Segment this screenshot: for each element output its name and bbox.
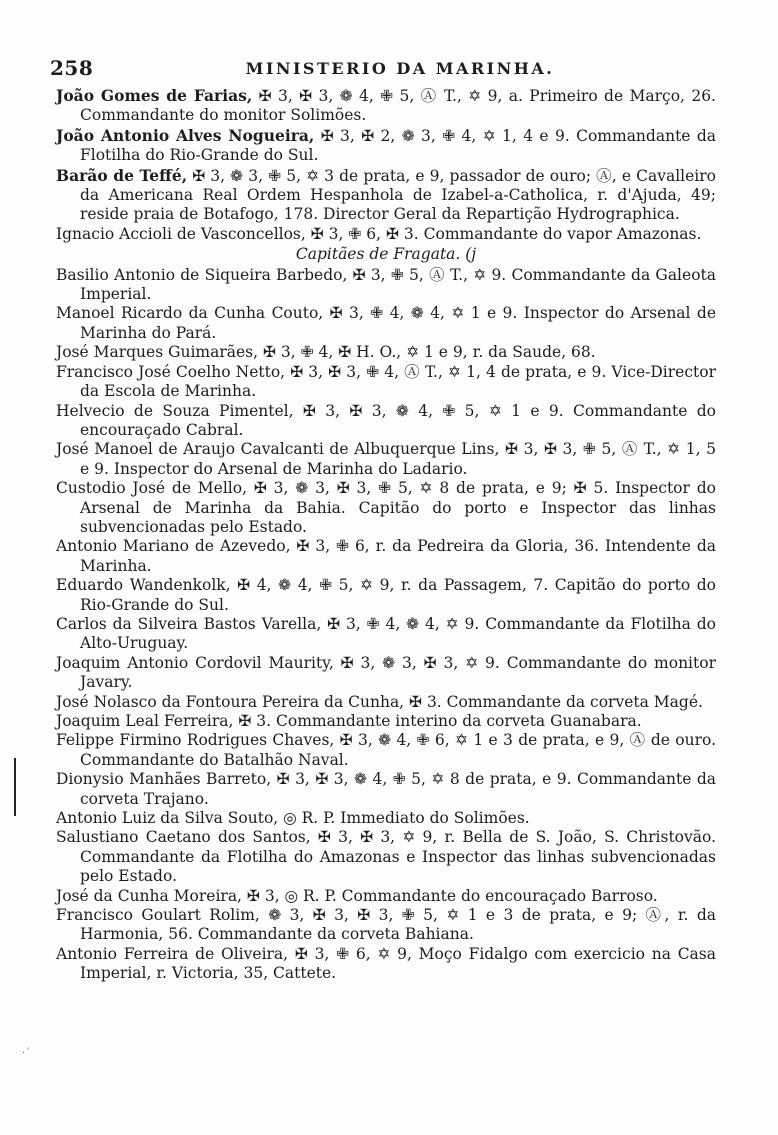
entry: José da Cunha Moreira, ✠ 3, ◎ R. P. Commandante do encouraçado Barroso. xyxy=(56,886,658,905)
entry xyxy=(56,126,716,166)
entry: Joaquim Leal Ferreira, ✠ 3. Commandante interino da corveta Guanabara. xyxy=(56,712,642,730)
entry-details: ✠ 3, ✙ 6, ✠ 3. Commandante do vapor Amazonas. xyxy=(305,224,702,243)
entry: Custodio José de Mello, ✠ 3, ❁ 3, ✠ 3, ✙ 5, ✡ 8 de prata, e 9; ✠ 5. Inspector do Arsenal de Marinha da Bahia. Capitão do porto e Inspector das linhas subvencionadas pelo Estado. xyxy=(56,479,716,536)
entry: José Marques Guimarães, ✠ 3, ✙ 4, ✠ H. O., ✡ 1 e 9, r. da Saude, 68. xyxy=(56,343,596,362)
entry-details: ✠ 3, ✠ 3, ❁ 4, ✙ 5, Ⓐ T., ✡ 9, a. Primeiro de Março, 26. Commandante do monitor Solimões. xyxy=(80,87,716,125)
entry: Helvecio de Souza Pimentel, ✠ 3, ✠ 3, ❁ 4, ✙ 5, ✡ 1 e 9. Commandante do encouraçado Cabral. xyxy=(56,401,716,439)
section-heading: Capitães de Fragata. (j xyxy=(295,245,477,264)
entry: Eduardo Wandenkolk, ✠ 4, ❁ 4, ✙ 5, ✡ 9, r. da Passagem, 7. Capitão do porto do Rio-Grande do Sul. xyxy=(56,576,716,614)
entry-name: Ignacio Accioli de Vasconcellos, xyxy=(56,224,306,243)
entry: Manoel Ricardo da Cunha Couto, ✠ 3, ✙ 4, ❁ 4, ✡ 1 e 9. Inspector do Arsenal de Marinha do Pará. xyxy=(56,304,716,342)
running-title: MINISTERIO DA MARINHA. xyxy=(245,59,555,78)
page-body xyxy=(56,86,716,984)
entry: Carlos da Silveira Bastos Varella, ✠ 3, ✙ 4, ❁ 4, ✡ 9. Commandante da Flotilha do Alto-Uruguay. xyxy=(56,614,716,653)
entry-details: ✠ 3, ❁ 3, ✙ 5, ✡ 3 de prata, e 9, passador de ouro; Ⓐ, e Cavalleiro da Americana Real Ordem Hespanhola de Izabel-a-Catholica, r. d'Ajuda, 49; reside praia de Botafogo, 178. Director Geral da Repartição Hydrographica. xyxy=(80,166,716,224)
entry: Antonio Mariano de Azevedo, ✠ 3, ✙ 6, r. da Pedreira da Gloria, 36. Intendente da Marinha. xyxy=(56,537,716,575)
entry-details: ✠ 3, ✠ 2, ❁ 3, ✙ 4, ✡ 1, 4 e 9. Commandante da Flotilha do Rio-Grande do Sul. xyxy=(80,126,716,165)
entry: Felippe Firmino Rodrigues Chaves, ✠ 3, ❁ 4, ✙ 6, ✡ 1 e 3 de prata, e 9, Ⓐ de ouro. Commandante do Batalhão Naval. xyxy=(56,731,716,769)
entry: Basilio Antonio de Siqueira Barbedo, ✠ 3, ✙ 5, Ⓐ T., ✡ 9. Commandante da Galeota Imperial. xyxy=(56,265,716,304)
entry-name: João Antonio Alves Nogueira, xyxy=(56,125,315,145)
entry: Salustiano Caetano dos Santos, ✠ 3, ✠ 3, ✡ 9, r. Bella de S. João, S. Christovão. Commandante da Flotilha do Amazonas e Inspector das linhas subvencionadas pelo Estado. xyxy=(56,828,716,886)
entry-name: Barão de Teffé, xyxy=(56,165,188,185)
entry xyxy=(56,86,716,126)
entry: Francisco José Coelho Netto, ✠ 3, ✠ 3, ✙ 4, Ⓐ T., ✡ 1, 4 de prata, e 9. Vice-Director da Escola de Marinha. xyxy=(56,362,716,401)
entry xyxy=(56,166,716,225)
entry: Francisco Goulart Rolim, ❁ 3, ✠ 3, ✠ 3, ✙ 5, ✡ 1 e 3 de prata, e 9; Ⓐ, r. da Harmonia, 56. Commandante da corveta Bahiana. xyxy=(56,906,716,944)
entry: Joaquim Antonio Cordovil Maurity, ✠ 3, ❁ 3, ✠ 3, ✡ 9. Commandante do monitor Javary. xyxy=(56,653,716,692)
entry: Dionysio Manhães Barreto, ✠ 3, ✠ 3, ❁ 4, ✙ 5, ✡ 8 de prata, e 9. Commandante da corveta Trajano. xyxy=(56,770,716,808)
entry xyxy=(56,225,716,244)
entry: José Nolasco da Fontoura Pereira da Cunha, ✠ 3. Commandante da corveta Magé. xyxy=(56,692,703,711)
page-speck: ·´ xyxy=(22,1048,31,1059)
page-header xyxy=(50,56,750,84)
page-number: 258 xyxy=(50,56,94,80)
entry: José Manoel de Araujo Cavalcanti de Albuquerque Lins, ✠ 3, ✠ 3, ✙ 5, Ⓐ T., ✡ 1, 5 e 9. Inspector do Arsenal de Marinha do Ladario. xyxy=(56,440,716,478)
entry: Antonio Ferreira de Oliveira, ✠ 3, ✙ 6, ✡ 9, Moço Fidalgo com exercicio na Casa Imperial, r. Victoria, 35, Cattete. xyxy=(56,944,716,983)
entry: Antonio Luiz da Silva Souto, ◎ R. P. Immediato do Solimões. xyxy=(56,809,530,828)
entry-name: João Gomes de Farias, xyxy=(56,86,253,105)
margin-line xyxy=(14,758,16,816)
